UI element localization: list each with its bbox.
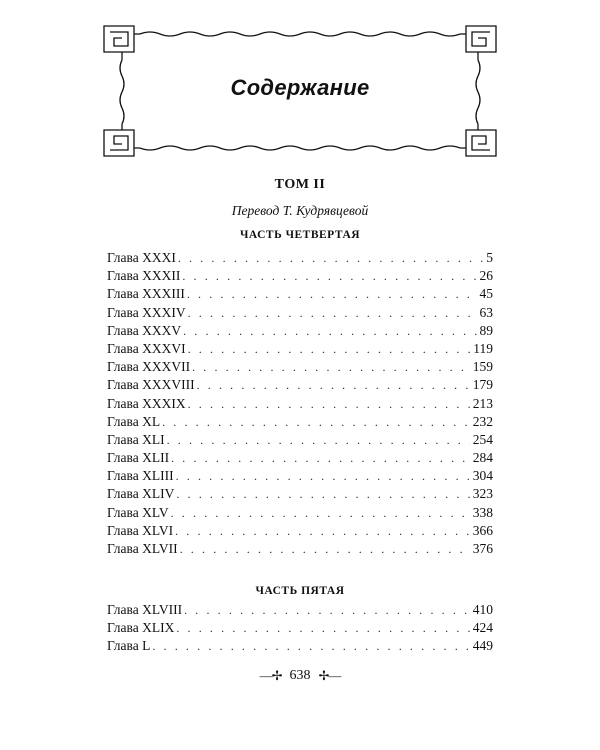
dot-leader <box>184 603 470 618</box>
toc-entry <box>107 359 493 377</box>
chapter-title: Глава XLIX <box>107 620 175 636</box>
page-ref: 304 <box>472 468 493 484</box>
chapter-title: Глава XLVIII <box>107 602 183 617</box>
page-ref: 338 <box>472 504 493 520</box>
chapter-title: Глава L <box>107 638 151 654</box>
volume-heading: ТОМ II <box>274 177 326 192</box>
dot-leader <box>192 360 470 375</box>
dot-leader <box>180 542 470 557</box>
toc-entry <box>107 468 493 486</box>
toc-entry <box>107 268 493 286</box>
chapter-title: Глава XL <box>107 413 161 429</box>
dot-leader <box>176 469 470 484</box>
dot-leader <box>188 342 471 357</box>
toc-entry <box>107 323 493 341</box>
dot-leader <box>152 639 469 654</box>
dot-leader <box>187 287 477 302</box>
toc-list-part-four <box>107 250 493 559</box>
chapter-title: Глава XXXII <box>107 268 181 284</box>
toc-entry <box>107 396 493 414</box>
chapter-title: Глава XXXV <box>107 322 182 338</box>
toc-entry <box>107 250 493 268</box>
page-ref: 63 <box>479 304 493 320</box>
page-ref: 213 <box>472 395 493 411</box>
page-ref: 5 <box>486 250 493 265</box>
page-number: 638 <box>289 668 311 683</box>
dot-leader <box>188 306 477 321</box>
dot-leader <box>171 451 470 466</box>
dot-leader <box>171 506 470 521</box>
page-ref: 449 <box>472 638 493 654</box>
toc-entry <box>107 286 493 304</box>
toc-entry <box>107 541 493 559</box>
chapter-title: Глава XXXIII <box>107 286 185 302</box>
page-title: Содержание <box>230 75 370 100</box>
dot-leader <box>176 487 469 502</box>
toc-entry <box>107 305 493 323</box>
toc-entry <box>107 486 493 504</box>
chapter-title: Глава XXXVIII <box>107 377 195 393</box>
chapter-title: Глава XXXVII <box>107 359 191 375</box>
dot-leader <box>175 524 470 539</box>
page-ref: 323 <box>472 486 493 502</box>
page-ref: 284 <box>472 450 493 466</box>
part-heading-four: ЧАСТЬ ЧЕТВЕРТАЯ <box>239 229 361 241</box>
page-ref: 424 <box>472 620 493 636</box>
chapter-title: Глава XXXIV <box>107 304 186 320</box>
page-ref: 179 <box>472 377 493 393</box>
chapter-title: Глава XLVII <box>107 541 178 556</box>
dot-leader <box>182 269 476 284</box>
toc-entry <box>107 414 493 432</box>
toc-entry <box>107 620 493 638</box>
toc-list-part-five <box>107 602 493 657</box>
page-ref: 366 <box>472 522 493 538</box>
toc-entry <box>107 638 493 656</box>
dot-leader <box>176 621 469 636</box>
dot-leader <box>167 433 470 448</box>
part-heading-five: ЧАСТЬ ПЯТАЯ <box>255 585 345 597</box>
translator-credit: Перевод Т. Кудрявцевой <box>231 203 369 218</box>
toc-entry <box>107 341 493 359</box>
toc-entry <box>107 523 493 541</box>
dot-leader <box>162 415 470 430</box>
toc-entry <box>107 450 493 468</box>
page-ref: 119 <box>473 340 493 356</box>
page-footer <box>0 668 600 684</box>
chapter-title: Глава XLVI <box>107 522 174 538</box>
dot-leader <box>178 251 483 266</box>
page-ref: 254 <box>472 431 493 447</box>
dot-leader <box>183 324 476 339</box>
dot-leader <box>188 397 470 412</box>
chapter-title: Глава XXXVI <box>107 340 186 356</box>
page-ref: 159 <box>472 359 493 375</box>
chapter-title: Глава XLI <box>107 431 165 447</box>
page-ref: 376 <box>472 541 493 556</box>
page-ref: 89 <box>479 322 493 338</box>
page-ref: 45 <box>479 286 493 302</box>
page-ref: 26 <box>479 268 493 284</box>
footer-ornament-right: ✢— <box>318 668 341 683</box>
chapter-title: Глава XXXI <box>107 250 176 265</box>
chapter-title: Глава XLIV <box>107 486 175 502</box>
chapter-title: Глава XLIII <box>107 468 174 484</box>
chapter-title: Глава XLV <box>107 504 169 520</box>
page-ref: 232 <box>472 413 493 429</box>
toc-entry <box>107 377 493 395</box>
dot-leader <box>197 378 470 393</box>
footer-ornament-left: —✢ <box>259 668 282 683</box>
toc-entry <box>107 432 493 450</box>
page-ref: 410 <box>472 602 493 617</box>
chapter-title: Глава XXXIX <box>107 395 186 411</box>
chapter-title: Глава XLII <box>107 450 170 466</box>
toc-entry <box>107 505 493 523</box>
toc-entry <box>107 602 493 620</box>
ornamental-header-frame <box>100 22 500 160</box>
